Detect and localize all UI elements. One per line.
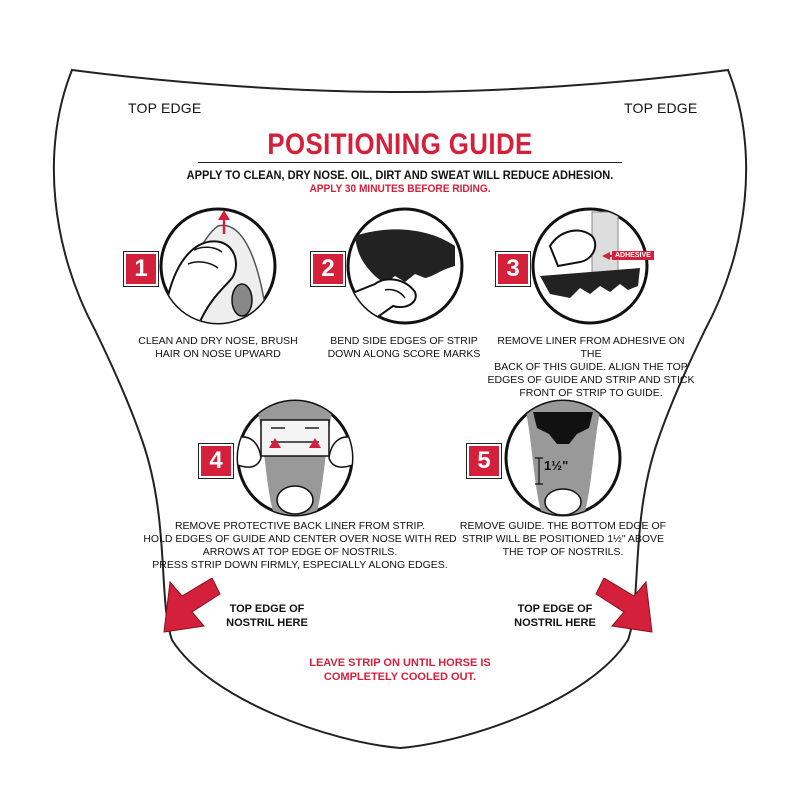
nostril-label-right: TOP EDGE OF NOSTRIL HERE <box>514 603 596 629</box>
step-1-illustration <box>158 206 278 326</box>
step-4-caption: REMOVE PROTECTIVE BACK LINER FROM STRIP. HOLD EDGES OF GUIDE AND CENTER OVER NOSE WITH RED ARROWS AT TOP EDGE OF NOSTRILS. PRESS STRIP DOWN FIRMLY, ESPECIALLY ALONG EDGES. <box>143 520 457 571</box>
step-5-badge: 5 <box>467 444 501 478</box>
step-2-illustration <box>345 206 465 326</box>
title-divider <box>198 162 622 163</box>
step-2-caption: BEND SIDE EDGES OF STRIP DOWN ALONG SCORE MARKS <box>327 335 481 360</box>
step-3-caption: REMOVE LINER FROM ADHESIVE ON THE BACK OF THIS GUIDE. ALIGN THE TOP EDGES OF GUIDE AND STRIP AND STICK FRONT OF STRIP TO GUIDE. <box>487 335 695 399</box>
step-1-badge: 1 <box>124 252 158 286</box>
step-5-caption: REMOVE GUIDE. THE BOTTOM EDGE OF STRIP WILL BE POSITIONED 1½" ABOVE THE TOP OF NOSTRILS. <box>459 520 667 558</box>
step-4-illustration <box>235 398 355 518</box>
page-title: POSITIONING GUIDE <box>267 128 533 161</box>
step-2-badge: 2 <box>311 252 345 286</box>
step-3-badge: 3 <box>496 252 530 286</box>
footer-note: LEAVE STRIP ON UNTIL HORSE IS COMPLETELY COOLED OUT. <box>309 657 491 683</box>
step-3-illustration <box>530 206 650 326</box>
nostril-label-left: TOP EDGE OF NOSTRIL HERE <box>226 603 308 629</box>
adhesive-tag: ADHESIVE <box>612 251 654 260</box>
nostril-arrow-left-icon <box>160 578 224 636</box>
measurement-label: 1½" <box>544 458 569 473</box>
nostril-arrow-right-icon <box>592 578 656 636</box>
subtitle: APPLY TO CLEAN, DRY NOSE. OIL, DIRT AND SWEAT WILL REDUCE ADHESION. <box>186 168 614 182</box>
top-edge-label-left: TOP EDGE <box>128 100 202 116</box>
step-4-badge: 4 <box>199 444 233 478</box>
subtitle-warning: APPLY 30 MINUTES BEFORE RIDING. <box>309 183 491 195</box>
step-1-caption: CLEAN AND DRY NOSE, BRUSH HAIR ON NOSE UPWARD <box>138 335 298 360</box>
top-edge-label-right: TOP EDGE <box>624 100 698 116</box>
